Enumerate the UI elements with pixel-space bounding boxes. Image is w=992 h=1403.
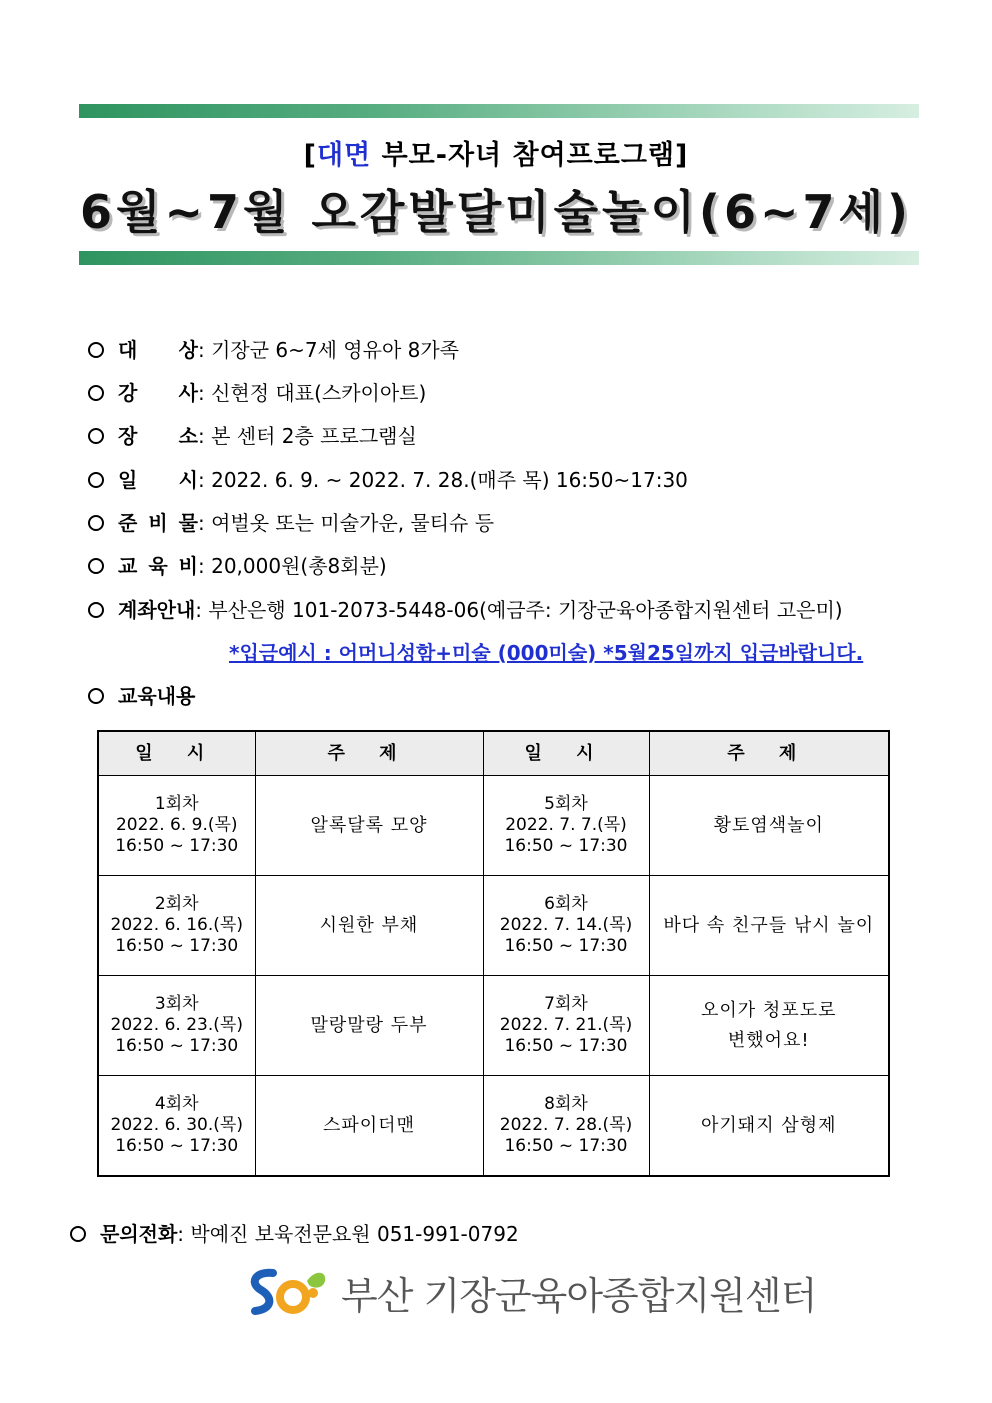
info-target: 대 상 : 기장군 6~7세 영유아 8가족	[88, 334, 459, 363]
table-header: 일 시	[483, 731, 649, 776]
bullet-circle-icon	[88, 688, 104, 704]
bullet-circle-icon	[88, 558, 104, 574]
info-instructor: 강 사 : 신현정 대표(스카이아트)	[88, 377, 426, 406]
session-topic: 말랑말랑 두부	[255, 976, 483, 1076]
table-header-row	[98, 731, 889, 776]
bullet-circle-icon	[88, 428, 104, 444]
info-account: 계좌안내: 부산은행 101-2073-5448-06(예금주: 기장군육아종합지원센터 고은미)	[88, 594, 843, 623]
table-row	[98, 976, 889, 1076]
info-supplies: 준 비 물 : 여벌옷 또는 미술가운, 물티슈 등	[88, 507, 494, 536]
info-place: 장 소 : 본 센터 2층 프로그램실	[88, 420, 417, 449]
table-header: 주 제	[255, 731, 483, 776]
table-row	[98, 776, 889, 876]
bullet-circle-icon	[88, 385, 104, 401]
session-topic: 오이가 청포도로 변했어요!	[649, 976, 889, 1076]
table-header: 주 제	[649, 731, 889, 776]
info-schedule: 일 시 : 2022. 6. 9. ~ 2022. 7. 28.(매주 목) 16:50~17:30	[88, 464, 688, 493]
session-topic: 시원한 부채	[255, 876, 483, 976]
bullet-circle-icon	[88, 472, 104, 488]
table-row	[98, 876, 889, 976]
session-datetime: 8회차 2022. 7. 28.(목) 16:50 ~ 17:30	[483, 1076, 649, 1177]
bullet-circle-icon	[70, 1226, 86, 1242]
logo-text: 부산 기장군육아종합지원센터	[341, 1273, 817, 1318]
table-row	[98, 1076, 889, 1177]
session-datetime: 5회차 2022. 7. 7.(목) 16:50 ~ 17:30	[483, 776, 649, 876]
bullet-circle-icon	[88, 602, 104, 618]
bullet-circle-icon	[88, 342, 104, 358]
contact-info: 문의전화: 박예진 보육전문요원 051-991-0792	[70, 1218, 519, 1247]
page-subtitle: [대면 부모-자녀 참여프로그램]	[303, 140, 689, 171]
schedule-table	[97, 730, 890, 1177]
center-logo	[243, 1262, 816, 1322]
header-top-bar	[79, 104, 919, 118]
header-bottom-bar	[79, 251, 919, 265]
table-header: 일 시	[98, 731, 255, 776]
bullet-circle-icon	[88, 515, 104, 531]
session-topic: 아기돼지 삼형제	[649, 1076, 889, 1177]
info-fee: 교 육 비 : 20,000원(총8회분)	[88, 550, 387, 579]
session-datetime: 4회차 2022. 6. 30.(목) 16:50 ~ 17:30	[98, 1076, 255, 1177]
deposit-note: *입금예시 : 어머니성함+미술 (000미술) *5월25일까지 입금바랍니다.	[229, 641, 864, 665]
session-datetime: 2회차 2022. 6. 16.(목) 16:50 ~ 17:30	[98, 876, 255, 976]
session-topic: 알록달록 모양	[255, 776, 483, 876]
page-title: 6월~7월 오감발달미술놀이(6~7세)	[80, 185, 912, 239]
session-topic: 바다 속 친구들 낚시 놀이	[649, 876, 889, 976]
session-datetime: 3회차 2022. 6. 23.(목) 16:50 ~ 17:30	[98, 976, 255, 1076]
session-datetime: 7회차 2022. 7. 21.(목) 16:50 ~ 17:30	[483, 976, 649, 1076]
session-topic: 황토염색놀이	[649, 776, 889, 876]
session-topic: 스파이더맨	[255, 1076, 483, 1177]
session-datetime: 1회차 2022. 6. 9.(목) 16:50 ~ 17:30	[98, 776, 255, 876]
session-datetime: 6회차 2022. 7. 14.(목) 16:50 ~ 17:30	[483, 876, 649, 976]
content-heading: 교육내용	[88, 680, 195, 709]
logo-mark-icon	[243, 1263, 333, 1321]
